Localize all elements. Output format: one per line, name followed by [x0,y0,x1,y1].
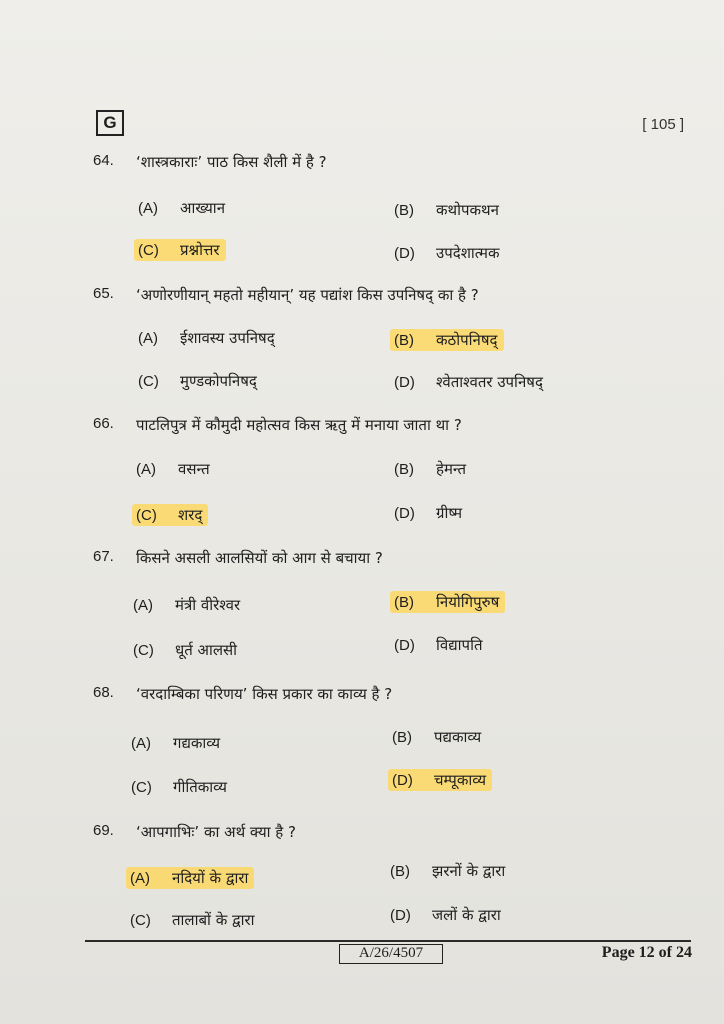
page-reference: [ 105 ] [642,116,684,133]
option-d[interactable]: (D) विद्यापति [394,636,483,654]
option-c[interactable]: (C) धूर्त आलसी [133,641,238,659]
question-text: ‘अणोरणीयान् महतो महीयान्’ यह पद्यांश किस उपनिषद् का है ? [136,286,479,304]
set-code-box: G [96,110,124,136]
answer-highlight: (A) नदियों के द्वारा [126,867,254,889]
option-d[interactable]: (D) ग्रीष्म [394,504,463,522]
option-a-highlighted[interactable] [130,868,254,888]
option-a[interactable]: (A) आख्यान [138,199,226,217]
option-d[interactable]: (D) उपदेशात्मक [394,244,500,262]
question-text: किसने असली आलसियों को आग से बचाया ? [136,549,383,567]
question-number: 66. [93,415,114,432]
option-c[interactable]: (C) गीतिकाव्य [131,778,228,796]
answer-highlight: (B) कठोपनिषद् [390,329,504,351]
option-a[interactable]: (A) गद्यकाव्य [131,734,221,752]
option-b[interactable]: (B) हेमन्त [394,460,467,478]
question-number: 68. [93,684,114,701]
question-text: ‘शास्त्रकाराः’ पाठ किस शैली में है ? [136,153,327,171]
option-c-highlighted[interactable] [138,240,226,260]
option-b[interactable]: (B) कथोपकथन [394,201,499,219]
question-text: ‘आपगाभिः’ का अर्थ क्या है ? [136,823,297,841]
booklet-code: A/26/4507 [339,944,443,964]
option-a[interactable]: (A) ईशावस्य उपनिषद् [138,329,275,347]
question-text: पाटलिपुत्र में कौमुदी महोत्सव किस ऋतु में मनाया जाता था ? [136,416,462,434]
option-d-highlighted[interactable] [392,770,492,790]
page-counter: Page 12 of 24 [601,944,692,961]
question-number: 67. [93,548,114,565]
question-text: ‘वरदाम्बिका परिणय’ किस प्रकार का काव्य है ? [136,685,393,703]
option-c[interactable]: (C) तालाबों के द्वारा [130,911,255,929]
option-a[interactable]: (A) वसन्त [136,460,210,478]
option-d[interactable]: (D) जलों के द्वारा [390,906,501,924]
footer-divider [85,940,691,942]
option-c-highlighted[interactable] [136,505,208,525]
answer-highlight: (C) शरद् [132,504,208,526]
option-b[interactable]: (B) पद्यकाव्य [392,728,482,746]
option-a[interactable]: (A) मंत्री वीरेश्वर [133,596,241,614]
option-d[interactable]: (D) श्वेताश्वतर उपनिषद् [394,373,543,391]
answer-highlight: (C) प्रश्नोत्तर [134,239,226,261]
option-b-highlighted[interactable] [394,592,505,612]
answer-highlight: (B) नियोगिपुरुष [390,591,505,613]
answer-highlight: (D) चम्पूकाव्य [388,769,492,791]
option-b-highlighted[interactable] [394,330,504,350]
question-number: 69. [93,822,114,839]
question-number: 65. [93,285,114,302]
option-c[interactable]: (C) मुण्डकोपनिषद् [138,372,257,390]
option-b[interactable]: (B) झरनों के द्वारा [390,862,506,880]
question-number: 64. [93,152,114,169]
